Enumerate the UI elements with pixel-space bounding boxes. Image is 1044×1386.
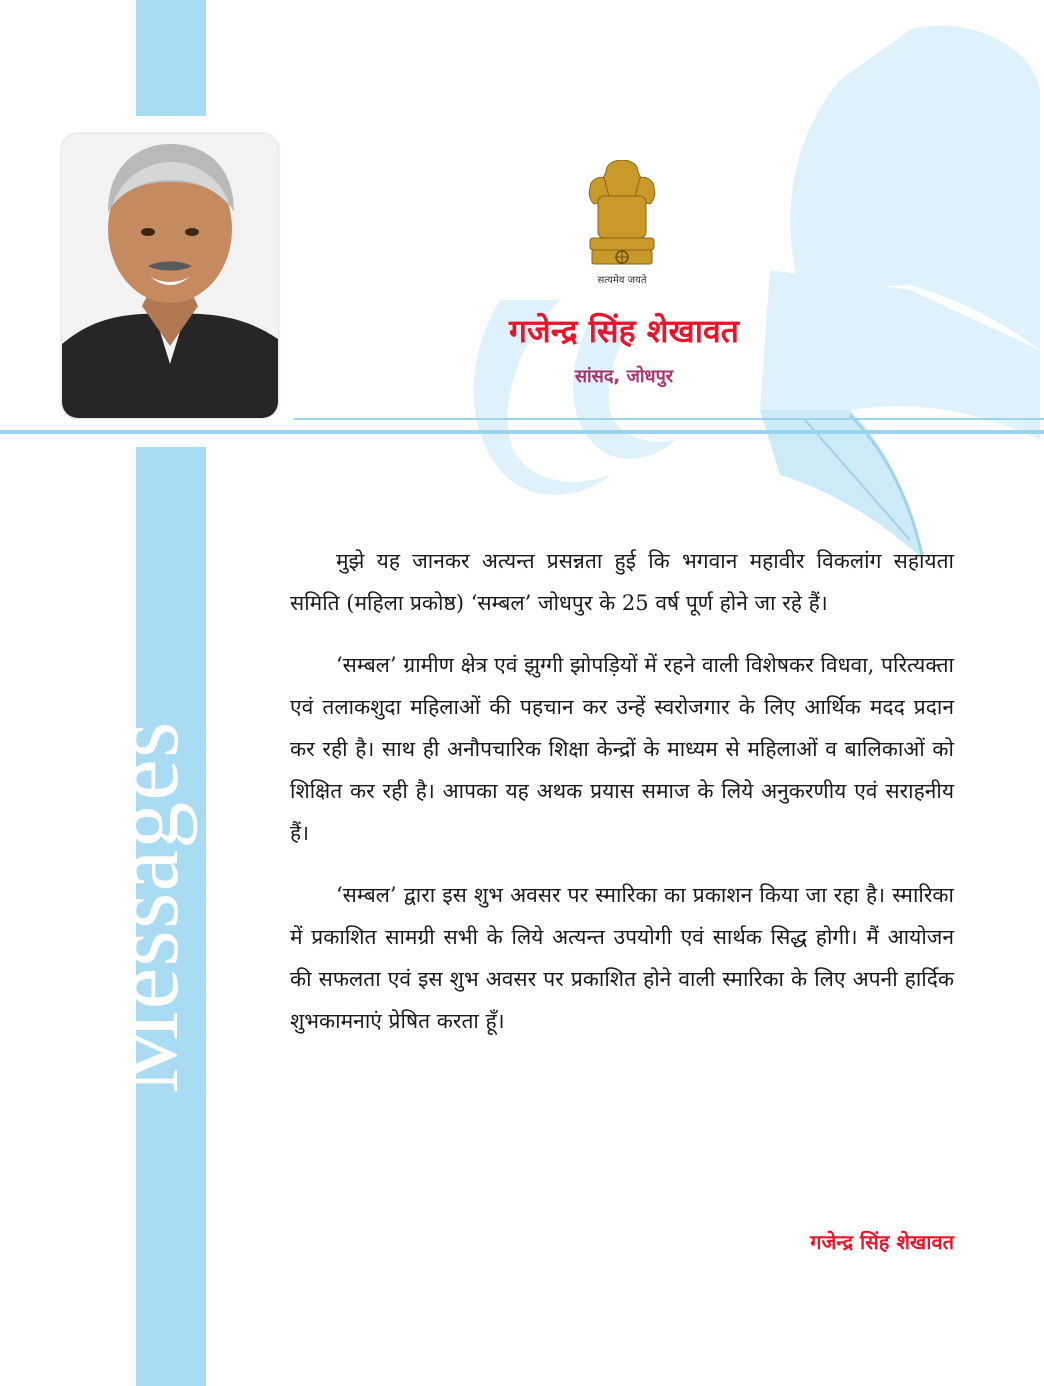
emblem-motto: सत्यमेव जयते bbox=[597, 275, 647, 286]
message-paragraph: ‘सम्बल’ ग्रामीण क्षेत्र एवं झुग्गी झोपड़ियों में रहने वाली विशेषकर विधवा, परित्यक्ता एवं तलाकशुदा महिलाओं की पहचान कर उन्हें स्वरोजगार के लिए आर्थिक मदद प्रदान कर रही है। साथ ही अनौपचारिक शिक्षा केन्द्रों के माध्यम से महिलाओं व बालिकाओं को शिक्षित कर रही है। आपका यह अथक प्रयास समाज के लिये अनुकरणीय एवं सराहनीय हैं। bbox=[290, 653, 954, 845]
divider-thin bbox=[294, 418, 1044, 420]
message-paragraph: मुझे यह जानकर अत्यन्त प्रसन्नता हुई कि भगवान महावीर विकलांग सहायता समिति (महिला प्रकोष्ठ) ‘सम्बल’ जोधपुर के 25 वर्ष पूर्ण होने जा रहे हैं। bbox=[290, 549, 954, 615]
header-name: गजेन्द्र सिंह शेखावत bbox=[508, 312, 740, 350]
side-label-messages: Messages bbox=[94, 720, 198, 1094]
divider-thick bbox=[0, 430, 1044, 434]
portrait-photo bbox=[62, 134, 278, 418]
message-body bbox=[290, 540, 954, 1062]
pen-watermark bbox=[440, 20, 1044, 580]
header-designation: सांसद, जोधपुर bbox=[574, 366, 674, 387]
message-paragraph: ‘सम्बल’ द्वारा इस शुभ अवसर पर स्मारिका का प्रकाशन किया जा रहा है। स्मारिका में प्रकाशित सामग्री सभी के लिये अत्यन्त उपयोगी एवं सार्थक सिद्ध होगी। मैं आयोजन की सफलता एवं इस शुभ अवसर पर प्रकाशित होने वाली स्मारिका के लिए अपनी हार्दिक शुभकामनाएं प्रेषित करता हूँ। bbox=[290, 883, 954, 1033]
side-accent-bar-top bbox=[136, 0, 206, 116]
signature-name: गजेन्द्र सिंह शेखावत bbox=[810, 1230, 954, 1254]
